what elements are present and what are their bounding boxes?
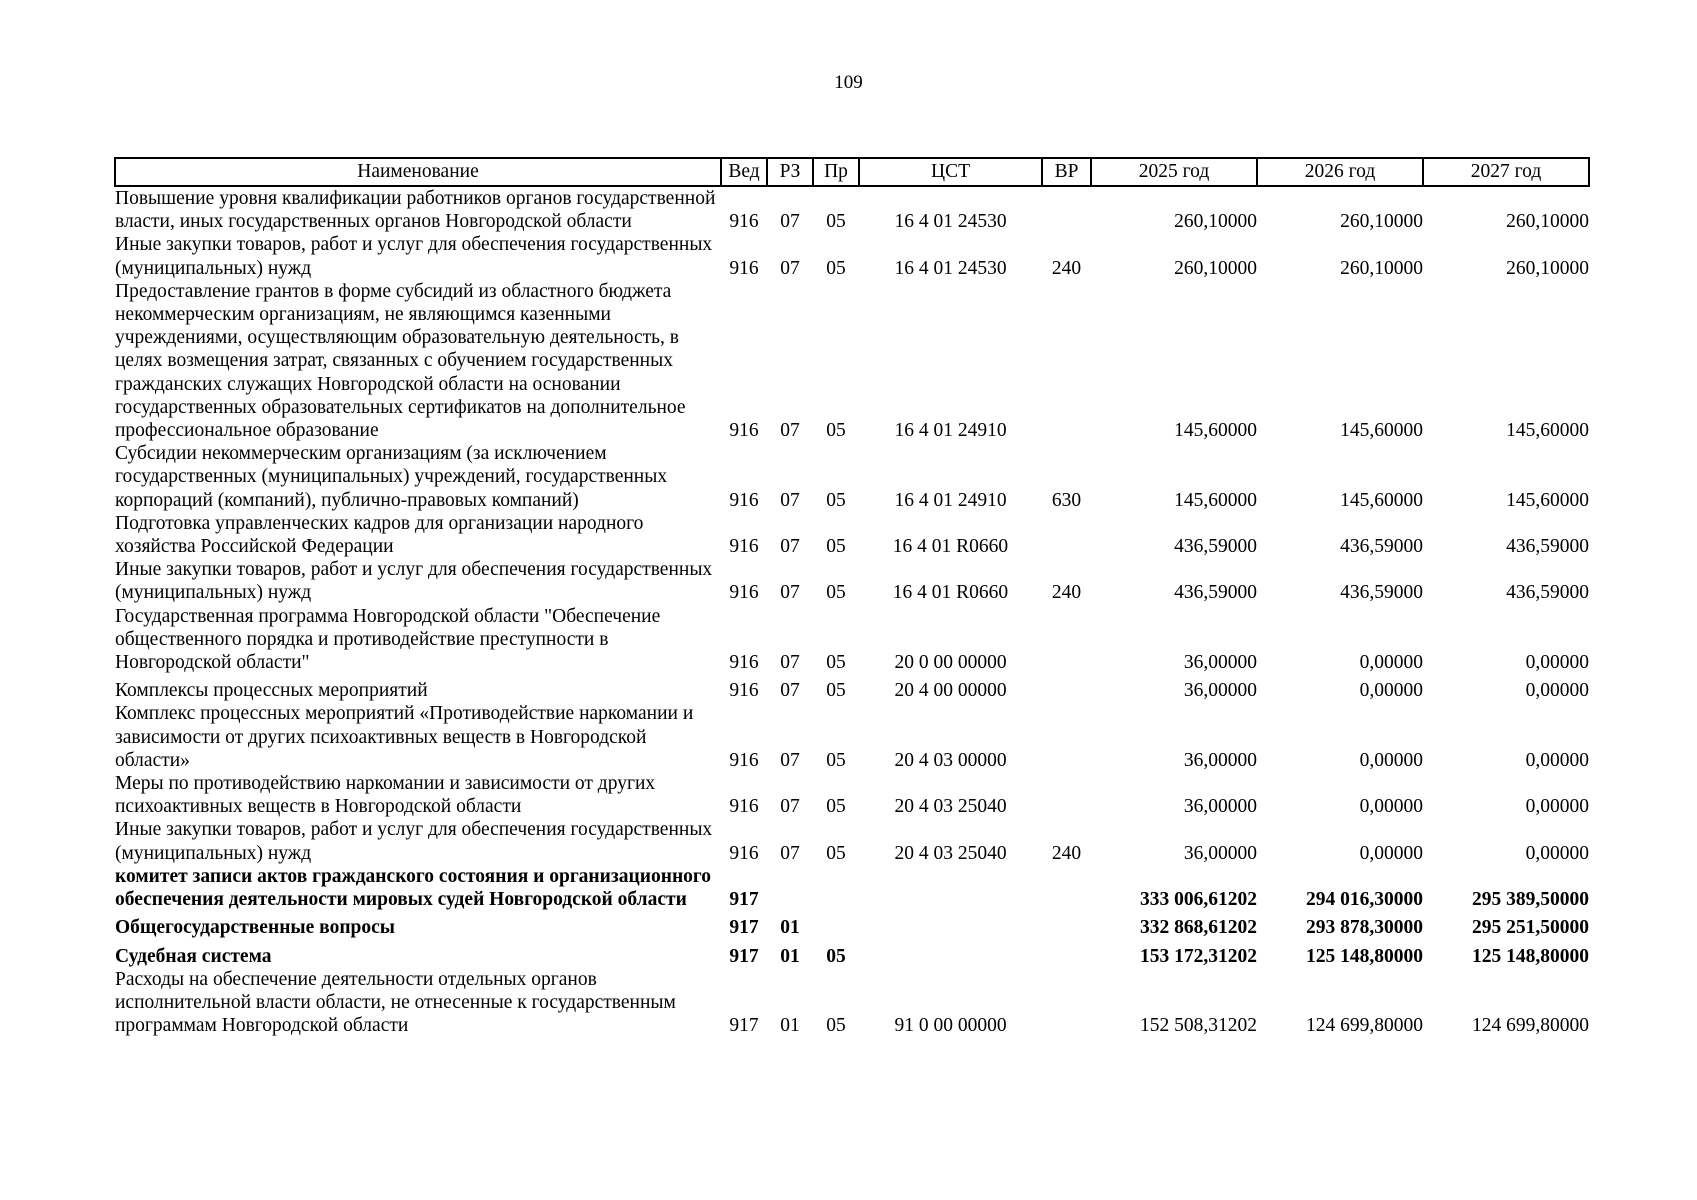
row-pr: 05	[826, 796, 846, 818]
row-pr: 05	[826, 257, 846, 279]
row-rz: 07	[780, 257, 800, 279]
row-rz: 01	[780, 945, 800, 967]
table-row	[115, 674, 1589, 702]
table-row	[115, 818, 1589, 864]
row-ved: 916	[729, 211, 759, 233]
row-2025: 36,00000	[1183, 749, 1257, 771]
row-2026: 145,60000	[1340, 420, 1423, 442]
row-rz: 07	[780, 489, 800, 511]
row-pr	[813, 865, 859, 911]
row-2027: 0,00000	[1525, 652, 1589, 674]
row-2027: 0,00000	[1525, 680, 1589, 702]
row-ved: 916	[729, 842, 759, 864]
row-cst: 16 4 01 R0660	[892, 582, 1009, 604]
row-vr	[1042, 940, 1091, 968]
table-row	[115, 605, 1589, 675]
header-2025: 2025 год	[1091, 158, 1257, 186]
row-name: Расходы на обеспечение деятельности отдельных органов исполнительной власти области, не отнесенные к государственным программам Новгородской области	[115, 968, 676, 1037]
row-name: Комплекс процессных мероприятий «Противодействие наркомании и зависимости от других психоактивных веществ в Новгородской области»	[115, 703, 694, 771]
row-cst: 16 4 01 24530	[894, 257, 1007, 279]
header-2026: 2026 год	[1257, 158, 1423, 186]
row-pr: 05	[826, 842, 846, 864]
row-ved: 916	[729, 796, 759, 818]
row-2026: 436,59000	[1340, 536, 1423, 558]
row-name: Субсидии некоммерческим организациям (за исключением государственных (муниципальных) учреждений, государственных корпораций (компаний), публично-правовых компаний)	[115, 443, 668, 511]
row-2026: 0,00000	[1359, 842, 1423, 864]
row-vr	[1042, 865, 1091, 911]
row-2025: 36,00000	[1183, 652, 1257, 674]
row-cst: 16 4 01 24530	[894, 211, 1007, 233]
header-name: Наименование	[115, 158, 721, 186]
row-pr	[813, 911, 859, 939]
table-row	[115, 865, 1589, 911]
row-2026: 145,60000	[1340, 489, 1423, 511]
row-vr: 240	[1051, 257, 1082, 279]
table-row	[115, 702, 1589, 772]
row-vr	[1042, 512, 1091, 558]
header-cst: ЦСТ	[859, 158, 1042, 186]
row-2027: 295 251,50000	[1472, 917, 1589, 939]
row-2025: 145,60000	[1174, 420, 1257, 442]
row-name: Иные закупки товаров, работ и услуг для обеспечения государственных (муниципальных) нужд	[115, 234, 713, 279]
row-ved: 916	[729, 680, 759, 702]
row-name: Судебная система	[115, 945, 272, 967]
row-rz: 07	[780, 536, 800, 558]
row-cst: 16 4 01 24910	[894, 420, 1007, 442]
row-cst	[859, 911, 1042, 939]
row-2026: 0,00000	[1359, 796, 1423, 818]
row-pr: 05	[826, 582, 846, 604]
row-cst: 20 4 00 00000	[894, 680, 1007, 702]
row-name: Комплексы процессных мероприятий	[115, 680, 428, 702]
table-row	[115, 233, 1589, 279]
row-rz: 01	[780, 1015, 800, 1037]
row-cst: 16 4 01 24910	[894, 489, 1007, 511]
row-rz: 07	[780, 582, 800, 604]
row-vr: 630	[1051, 489, 1082, 511]
row-pr: 05	[826, 536, 846, 558]
row-vr	[1042, 911, 1091, 939]
row-pr: 05	[826, 680, 846, 702]
row-name: Повышение уровня квалификации работников органов государственной власти, иных государственных органов Новгородской области	[115, 188, 716, 233]
row-cst: 91 0 00 00000	[894, 1015, 1007, 1037]
table-row	[115, 280, 1589, 442]
row-pr: 05	[826, 211, 846, 233]
row-ved: 916	[729, 420, 759, 442]
row-rz: 07	[780, 420, 800, 442]
row-2027: 0,00000	[1525, 842, 1589, 864]
row-vr	[1042, 968, 1091, 1038]
table-row	[115, 772, 1589, 818]
row-ved: 917	[729, 889, 759, 911]
row-name: Общегосударственные вопросы	[115, 917, 396, 939]
row-2025: 260,10000	[1174, 211, 1257, 233]
row-rz: 07	[780, 842, 800, 864]
row-pr: 05	[826, 945, 846, 967]
row-rz: 01	[780, 917, 800, 939]
row-name: комитет записи актов гражданского состояния и организационного обеспечения деятельности мировых судей Новгородской области	[115, 865, 712, 911]
row-name: Государственная программа Новгородской области "Обеспечение общественного порядка и противодействие преступности в Новгородской области"	[115, 605, 661, 674]
row-name: Подготовка управленческих кадров для организации народного хозяйства Российской Федерации	[115, 512, 644, 558]
row-ved: 917	[729, 945, 759, 967]
row-ved: 916	[729, 536, 759, 558]
row-2026: 436,59000	[1340, 582, 1423, 604]
budget-table	[114, 157, 1590, 1037]
row-2025: 436,59000	[1174, 582, 1257, 604]
row-2025: 332 868,61202	[1140, 917, 1257, 939]
table-body	[115, 186, 1589, 1037]
row-2026: 0,00000	[1359, 680, 1423, 702]
header-pr: Пр	[813, 158, 859, 186]
row-rz: 07	[780, 652, 800, 674]
row-2027: 124 699,80000	[1472, 1015, 1589, 1037]
row-2026: 0,00000	[1359, 652, 1423, 674]
table-row	[115, 968, 1589, 1038]
row-name: Меры по противодействию наркомании и зависимости от других психоактивных веществ в Новгородской области	[115, 773, 656, 818]
row-2026: 260,10000	[1340, 211, 1423, 233]
header-rz: РЗ	[767, 158, 813, 186]
row-2025: 333 006,61202	[1140, 889, 1257, 911]
row-2027: 436,59000	[1506, 582, 1589, 604]
row-vr	[1042, 772, 1091, 818]
row-pr: 05	[826, 420, 846, 442]
row-vr	[1042, 186, 1091, 233]
row-cst	[859, 940, 1042, 968]
row-2025: 36,00000	[1183, 680, 1257, 702]
row-2027: 0,00000	[1525, 796, 1589, 818]
row-pr: 05	[826, 749, 846, 771]
row-2025: 36,00000	[1183, 842, 1257, 864]
table-row	[115, 940, 1589, 968]
row-2027: 0,00000	[1525, 749, 1589, 771]
row-vr	[1042, 702, 1091, 772]
row-ved: 916	[729, 652, 759, 674]
row-vr	[1042, 674, 1091, 702]
row-2026: 260,10000	[1340, 257, 1423, 279]
row-2027: 145,60000	[1506, 489, 1589, 511]
row-ved: 917	[729, 1015, 759, 1037]
row-ved: 916	[729, 489, 759, 511]
row-vr: 240	[1051, 842, 1082, 864]
row-pr: 05	[826, 652, 846, 674]
row-2027: 260,10000	[1506, 211, 1589, 233]
row-name: Иные закупки товаров, работ и услуг для обеспечения государственных (муниципальных) нужд	[115, 819, 713, 864]
row-vr	[1042, 605, 1091, 675]
table-row	[115, 911, 1589, 939]
row-name: Иные закупки товаров, работ и услуг для обеспечения государственных (муниципальных) нужд	[115, 559, 713, 604]
row-cst: 16 4 01 R0660	[892, 536, 1009, 558]
row-2025: 153 172,31202	[1140, 945, 1257, 967]
row-cst: 20 4 03 00000	[894, 749, 1007, 771]
row-2026: 124 699,80000	[1306, 1015, 1423, 1037]
row-rz: 07	[780, 749, 800, 771]
row-vr: 240	[1051, 582, 1082, 604]
row-cst: 20 4 03 25040	[894, 796, 1007, 818]
row-ved: 916	[729, 749, 759, 771]
row-2027: 125 148,80000	[1472, 945, 1589, 967]
row-rz	[767, 865, 813, 911]
row-rz: 07	[780, 211, 800, 233]
row-2025: 260,10000	[1174, 257, 1257, 279]
table-row	[115, 558, 1589, 604]
row-2026: 294 016,30000	[1306, 889, 1423, 911]
table-row	[115, 186, 1589, 233]
row-rz: 07	[780, 680, 800, 702]
row-2025: 36,00000	[1183, 796, 1257, 818]
row-2027: 145,60000	[1506, 420, 1589, 442]
table-header	[115, 158, 1589, 186]
row-2026: 293 878,30000	[1306, 917, 1423, 939]
page-number: 109	[834, 72, 863, 93]
row-2027: 436,59000	[1506, 536, 1589, 558]
table-row	[115, 512, 1589, 558]
row-cst: 20 4 03 25040	[894, 842, 1007, 864]
row-cst: 20 0 00 00000	[894, 652, 1007, 674]
row-rz: 07	[780, 796, 800, 818]
row-cst	[859, 865, 1042, 911]
row-2025: 145,60000	[1174, 489, 1257, 511]
row-ved: 916	[729, 257, 759, 279]
header-vr: ВР	[1042, 158, 1091, 186]
row-2026: 125 148,80000	[1306, 945, 1423, 967]
row-2026: 0,00000	[1359, 749, 1423, 771]
row-ved: 916	[729, 582, 759, 604]
row-pr: 05	[826, 1015, 846, 1037]
row-name: Предоставление грантов в форме субсидий из областного бюджета некоммерческим организациям, не являющимся казенными учреждениями, осуществляющим образовательную деятельность, в целях возмещения затрат, связанных с обучением государственных гражданских служащих Новгородской области на основании государственных образовательных сертификатов на дополнительное профессиональное образование	[115, 280, 686, 442]
row-2025: 152 508,31202	[1140, 1015, 1257, 1037]
header-ved: Вед	[721, 158, 767, 186]
row-ved: 917	[729, 917, 759, 939]
header-2027: 2027 год	[1423, 158, 1589, 186]
row-vr	[1042, 280, 1091, 442]
row-2027: 260,10000	[1506, 257, 1589, 279]
row-2025: 436,59000	[1174, 536, 1257, 558]
table-row	[115, 442, 1589, 512]
row-2027: 295 389,50000	[1472, 889, 1589, 911]
row-pr: 05	[826, 489, 846, 511]
